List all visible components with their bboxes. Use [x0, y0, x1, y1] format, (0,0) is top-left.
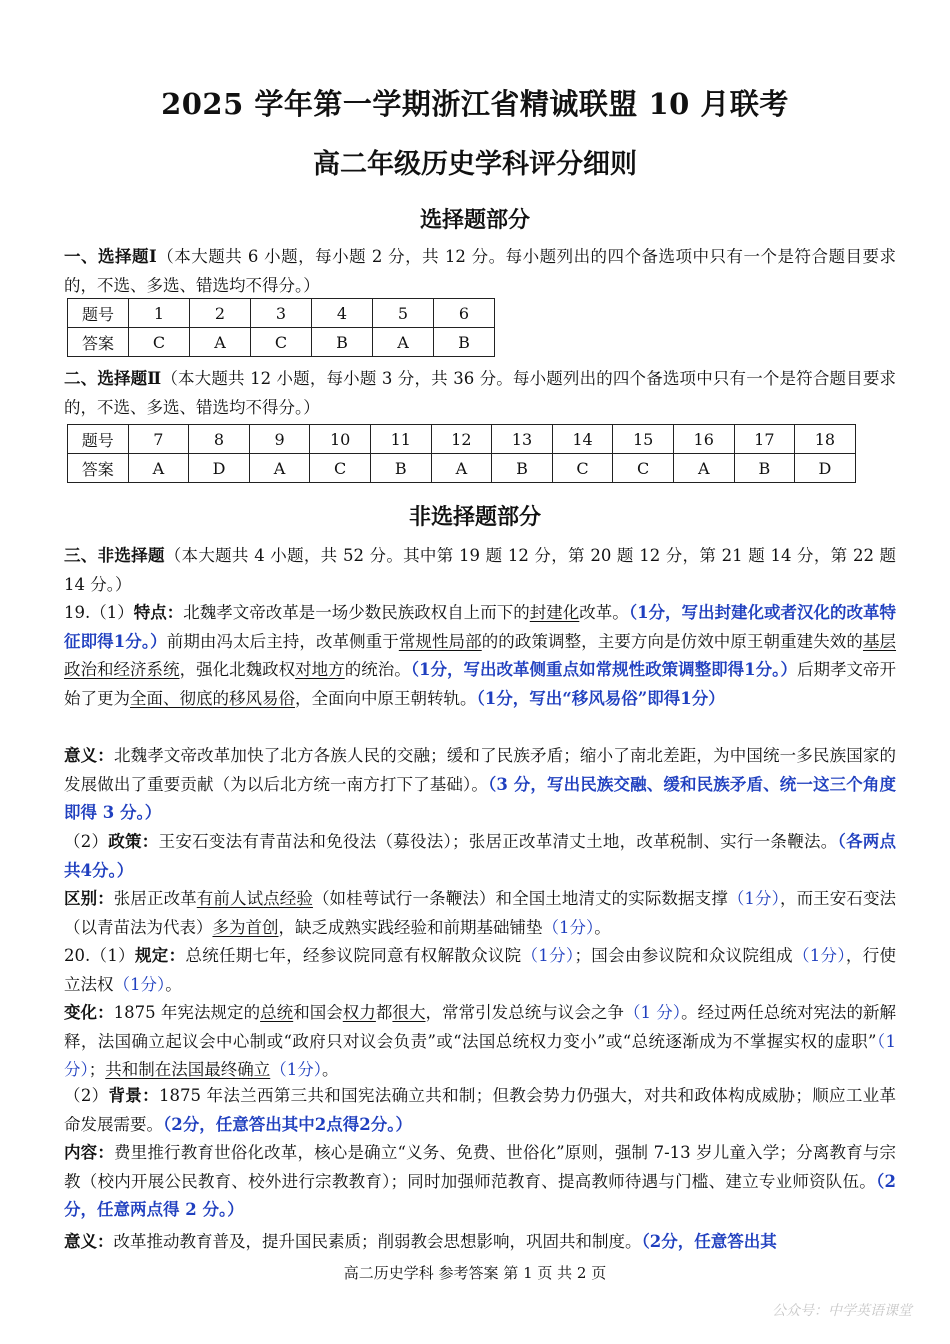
answer-text: 北魏孝文帝改革是一场少数民族政权自上而下的: [183, 603, 530, 622]
answer-text: 改革推动教育普及，提升国民素质；削弱教会思想影响，巩固共和制度。: [113, 1232, 642, 1251]
part1-label: 一、选择题Ⅰ: [64, 247, 158, 266]
score-note: （1分，写出封建化或者汉化的改革特征即得1分。）: [64, 603, 897, 651]
question-number: 16: [673, 425, 734, 454]
question-number: 8: [189, 425, 250, 454]
underlined-keyword: 有前人试点经验: [196, 889, 313, 908]
underlined-keyword: 共和制在法国最终确立: [105, 1060, 271, 1080]
question-number: 9: [249, 425, 310, 454]
score-note: （2分，任意两点得 2 分。）: [64, 1171, 897, 1220]
answer-cell: C: [310, 454, 371, 483]
question-number: 18: [795, 425, 856, 454]
part2-instructions: [64, 365, 896, 422]
question-number: 5: [373, 299, 434, 328]
answer-cell: B: [312, 328, 373, 357]
row-label-number: 题号: [68, 299, 129, 328]
score-note: （2分，任意答出其: [641, 1232, 777, 1251]
answer-cell: B: [370, 454, 431, 483]
subquestion-number: （2）: [64, 832, 109, 851]
score-note: （1分）: [64, 1031, 896, 1080]
choice-section-heading: 选择题部分: [419, 207, 530, 233]
underlined-keyword: 多为首创: [212, 917, 279, 937]
significance-label: 意义：: [64, 746, 114, 765]
row-label-answer: 答案: [68, 454, 129, 483]
answer-text: ，常常引发总统与议会之争: [425, 1003, 624, 1022]
answer-text: ，缺乏成熟实践经验和前期基础铺垫: [278, 917, 543, 937]
question-number: 15: [613, 425, 674, 454]
underlined-keyword: 封建化: [529, 603, 580, 622]
significance-label: 意义：: [64, 1232, 114, 1251]
question-number: 1: [129, 299, 190, 328]
answer-cell: B: [434, 328, 495, 357]
watermark: 公众号：中学英语课堂: [772, 1303, 912, 1319]
score-note: （2分，任意答出其中2点得2分。）: [163, 1114, 412, 1134]
score-note: （1分）: [113, 974, 166, 994]
underlined-keyword: 全面、彻底的移风易俗: [130, 688, 295, 708]
row-label-answer: 答案: [68, 328, 129, 357]
answer-text: 后期孝文帝开始了更为: [64, 660, 897, 708]
q20-part1: [64, 942, 896, 999]
part3-desc: （本大题共 4 小题，共 52 分。其中第 19 题 12 分，第 20 题 12 分，第 21 题 14 分，第 22 题 14 分。）: [64, 546, 897, 594]
answer-cell: C: [251, 328, 312, 357]
answer-text: 的统治。: [344, 660, 411, 680]
answer-cell: A: [673, 454, 734, 483]
document-title: 2025 学年第一学期浙江省精诚联盟 10 月联考: [161, 87, 789, 121]
question-number: 6: [434, 299, 495, 328]
q19-significance: [64, 742, 896, 828]
table-row: [68, 425, 856, 454]
question-number: 13: [492, 425, 553, 454]
answer-text: 和国会: [293, 1003, 343, 1022]
answer-text: ；: [88, 1060, 106, 1080]
answer-text: 前期由冯太后主持，改革侧重于: [166, 631, 399, 651]
score-note: （1分，写出“移风易俗”即得1分）: [476, 688, 725, 708]
changes-label: 变化：: [64, 1003, 114, 1022]
q19-number: 19.（1）: [64, 603, 134, 622]
difference-label: 区别：: [64, 889, 114, 908]
answer-text: 王安石变法有青苗法和免役法（募役法）；张居正改革清丈土地，改革税制、实行一条鞭法。: [158, 832, 838, 851]
underlined-keyword: 基层政治和经济系统: [64, 631, 897, 680]
q20-number: 20.（1）: [64, 946, 135, 965]
q20-changes: [64, 999, 896, 1085]
content-label: 内容：: [64, 1143, 115, 1162]
answer-text: 北魏孝文帝改革加快了北方各族人民的交融；缓和了民族矛盾；缩小了南北差距，为中国统一多民族国家的发展做出了重要贡献（为以后北方统一南方打下了基础）。: [64, 746, 897, 794]
question-number: 10: [310, 425, 371, 454]
question-number: 7: [128, 425, 189, 454]
score-note: （1分）: [270, 1060, 322, 1080]
q19-part2-policy: [64, 828, 896, 885]
answer-text: 1875 年宪法规定的: [113, 1003, 261, 1022]
q19-difference: [64, 885, 896, 942]
document-subtitle: 高二年级历史学科评分细则: [313, 149, 637, 180]
table-row: [68, 299, 495, 328]
answer-text: ，全面向中原王朝转轨。: [295, 688, 477, 708]
page-footer: 高二历史学科 参考答案 第 1 页 共 2 页: [343, 1264, 607, 1282]
answer-cell: C: [613, 454, 674, 483]
score-note: （1分，写出改革侧重点如常规性政策调整即得1分。）: [410, 660, 797, 680]
question-number: 2: [190, 299, 251, 328]
score-note: （3 分，写出民族交融、缓和民族矛盾、统一这三个角度即得 3 分。）: [64, 774, 896, 823]
q19-features-label: 特点：: [133, 603, 184, 622]
answer-text: 费里推行教育世俗化改革，核心是确立“义务、免费、世俗化”原则，强制 7-13 岁儿童入学；分离教育与宗教（校内开展公民教育、校外进行宗教教育）；同时加强师范教育、提高教师待遇与门槛、建立专业师资队伍。: [64, 1143, 896, 1191]
answer-cell: B: [492, 454, 553, 483]
answer-cell: A: [249, 454, 310, 483]
part1-instructions: [64, 243, 896, 300]
provisions-label: 规定：: [134, 946, 186, 965]
part1-desc: （本大题共 6 小题，每小题 2 分，共 12 分。每小题列出的四个备选项中只有一个是符合题目要求的，不选、多选、错选均不得分。）: [64, 247, 896, 295]
answer-text: 。: [322, 1060, 339, 1080]
question-number: 11: [370, 425, 431, 454]
answer-text: 的的政策调整，主要方向是仿效中原王朝重建失效的: [481, 631, 863, 651]
question-number: 4: [312, 299, 373, 328]
answer-text: ，行使立法权: [64, 946, 897, 994]
answer-cell: A: [431, 454, 492, 483]
row-label-number: 题号: [68, 425, 129, 454]
underlined-keyword: 对地方: [295, 660, 345, 680]
part2-label: 二、选择题Ⅱ: [64, 369, 162, 388]
question-number: 12: [431, 425, 492, 454]
underlined-keyword: 常规性局部: [398, 631, 482, 651]
answer-cell: B: [734, 454, 795, 483]
answer-table-1: [67, 298, 495, 357]
answer-text: ；国会由参议院和众议院组成: [574, 946, 793, 965]
q19-part1: [64, 599, 896, 713]
subquestion-number: （2）: [64, 1086, 109, 1105]
answer-text: 张居正改革: [113, 889, 197, 908]
underlined-keyword: 总统: [260, 1003, 294, 1022]
q20-content: [64, 1139, 896, 1225]
question-number: 3: [251, 299, 312, 328]
answer-cell: A: [128, 454, 189, 483]
answer-cell: D: [795, 454, 856, 483]
answer-cell: C: [129, 328, 190, 357]
policy-label: 政策：: [108, 832, 159, 851]
answer-cell: A: [190, 328, 251, 357]
q20-part2-background: [64, 1082, 896, 1139]
score-note: （1分）: [792, 946, 846, 965]
answer-cell: A: [373, 328, 434, 357]
score-note: （1 分）: [623, 1003, 682, 1022]
answer-text: 。: [165, 974, 182, 994]
answer-cell: C: [552, 454, 613, 483]
background-label: 背景：: [108, 1086, 159, 1105]
underlined-keyword: 权力: [342, 1003, 376, 1022]
answer-text: 改革。: [579, 603, 629, 622]
answer-text: ，而王安石变法（以青苗法为代表）: [64, 889, 897, 937]
answer-text: 总统任期七年，经参议院同意有权解散众议院: [185, 946, 522, 965]
question-number: 17: [734, 425, 795, 454]
answer-text: 1875 年法兰西第三共和国宪法确立共和制；但教会势力仍强大，对共和政体构成威胁；顺应工业革命发展需要。: [64, 1086, 897, 1134]
table-row: [68, 454, 856, 483]
score-note: （1分）: [521, 946, 575, 965]
table-row: [68, 328, 495, 357]
non-choice-section-heading: 非选择题部分: [408, 504, 541, 530]
underlined-keyword: 很大: [392, 1003, 426, 1022]
score-note: （1分）: [727, 889, 780, 908]
answer-table-2: [67, 424, 856, 483]
q20-significance: [64, 1228, 896, 1257]
answer-text: ，强化北魏政权: [179, 660, 296, 680]
answer-text: 都: [375, 1003, 393, 1022]
answer-text: （如桂萼试行一条鞭法）和全国土地清丈的实际数据支撑: [312, 889, 728, 908]
score-note: （各两点共4分。）: [64, 832, 897, 880]
score-note: （1分）: [542, 917, 595, 937]
answer-text: 。经过两任总统对宪法的新解释，法国确立起议会中心制或“政府只对议会负责”或“法国总统权力变小”或“总统逐渐成为不掌握实权的虚职”: [64, 1003, 897, 1051]
question-number: 14: [552, 425, 613, 454]
answer-cell: D: [189, 454, 250, 483]
answer-text: 。: [594, 917, 611, 937]
part2-desc: （本大题共 12 小题，每小题 3 分，共 36 分。每小题列出的四个备选项中只有一个是符合题目要求的，不选、多选、错选均不得分。）: [64, 369, 896, 417]
part3-label: 三、非选择题: [64, 546, 165, 565]
part3-instructions: [64, 542, 896, 599]
